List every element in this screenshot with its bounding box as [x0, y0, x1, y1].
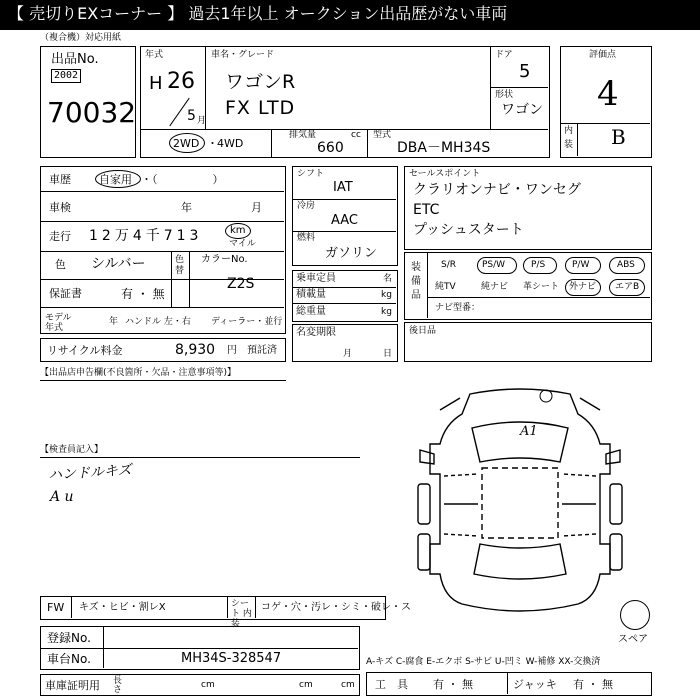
cert-box: [40, 674, 360, 696]
color-change-label: 色替: [175, 255, 185, 276]
drive-2wd: 2WD: [173, 137, 200, 150]
seat-label: シート 内装: [231, 599, 252, 629]
name-change-month: 月: [343, 349, 353, 359]
spare-label: スペア: [618, 634, 648, 645]
color-no-value: Z2S: [227, 276, 255, 292]
eq-psw: PS/W: [482, 260, 506, 270]
drive-separator: ・: [207, 137, 218, 150]
inspection-label: 車検: [49, 201, 71, 214]
ac-value: AAC: [331, 213, 358, 228]
history-label: 車歴: [49, 173, 71, 186]
year-era: H: [149, 73, 163, 94]
recycle-label: リサイクル料金: [47, 344, 123, 357]
cert-unit-3: cm: [341, 680, 355, 690]
eq-leather: 革シート: [523, 282, 560, 292]
fw-options: キズ・ヒビ・割レX: [79, 602, 166, 613]
eq-navi-model: ナビ型番：: [435, 303, 481, 313]
lot-label: 出品No.: [51, 52, 99, 67]
fuel-value: ガソリン: [325, 246, 378, 261]
capacity-label: 乗車定員: [296, 273, 336, 284]
displacement-value: 660: [317, 140, 344, 156]
warranty-value: 有 ・ 無: [121, 287, 165, 301]
name-change-label: 名変期限: [296, 327, 336, 338]
shift-label: シフト: [297, 169, 325, 179]
lot-box: [40, 46, 136, 158]
mileage-unit-sub: マイル: [229, 239, 256, 249]
recycle-status: 預託済: [247, 345, 277, 356]
drive-4wd: 4WD: [217, 137, 244, 150]
cert-label: 車庫証明用: [45, 679, 100, 692]
color-label: 色: [55, 258, 66, 271]
eq-pw: P/W: [572, 260, 590, 270]
interior-label-1: 内: [564, 126, 574, 136]
fw-label: FW: [47, 601, 65, 614]
registration-label: 登録No.: [47, 631, 91, 645]
year-value: 26: [167, 69, 195, 94]
equipment-box: [404, 252, 652, 320]
inspector-note-1: ハンドルキズ: [47, 462, 133, 484]
eq-abs: ABS: [617, 260, 635, 270]
chassis-value: MH34S-328547: [181, 651, 282, 666]
gross-unit: kg: [381, 307, 392, 317]
lot-number: 70032: [47, 96, 137, 129]
legend: A-キズ C-腐食 E-エクボ S-サビ U-凹ミ W-補修 XX-交換済: [366, 657, 601, 667]
model-year-dealer: ディーラー・並行: [211, 317, 283, 327]
selling-point-3: プッシュスタート: [413, 222, 524, 238]
fuel-label: 燃料: [297, 233, 316, 243]
spare-tire-icon: [620, 600, 650, 630]
seller-notes-label: 【出品店申告欄(不良箇所・欠品・注意事項等)】: [40, 368, 237, 378]
cert-long: 長さ: [113, 676, 123, 695]
name-change-box: [292, 324, 398, 362]
eq-airbag: エアB: [615, 282, 640, 292]
model-year-unit: 年: [109, 317, 119, 327]
tools-label: 工 具: [375, 678, 408, 691]
model-name: ワゴンR: [225, 71, 296, 93]
model-year-handle: ハンドル 左・右: [125, 317, 191, 327]
jack-value: 有 ・ 無: [573, 678, 613, 691]
eq-navi: 純ナビ: [481, 282, 509, 292]
history-rest: ・（ ）: [141, 173, 224, 186]
tools-box: [366, 672, 652, 696]
doors-value: 5: [519, 61, 531, 82]
weight-box: [292, 270, 398, 322]
equipment-label: 装備品: [411, 262, 421, 301]
interior-label-2: 装: [564, 140, 574, 150]
capacity-unit: 名: [383, 274, 393, 284]
cert-unit-1: cm: [201, 680, 215, 690]
color-value: シルバー: [91, 256, 146, 272]
banner-text: 【 売切りEXコーナー 】 過去1年以上 オークション出品歴がない車両: [8, 4, 508, 23]
eq-tv: 純TV: [435, 282, 456, 292]
selling-points-label: セールスポイント: [409, 169, 481, 179]
warranty-label: 保証書: [49, 287, 82, 300]
doors-label: ドア: [495, 50, 513, 60]
recycle-value: 8,930: [175, 342, 216, 358]
seat-options: コゲ・穴・汚レ・シミ・破レ・ス: [261, 602, 411, 613]
load-unit: kg: [381, 290, 392, 300]
mileage-label: 走行: [49, 230, 71, 243]
shift-value: IAT: [333, 180, 353, 195]
jack-label: ジャッキ: [513, 678, 557, 691]
shape-value: ワゴン: [501, 102, 543, 118]
banner: [0, 0, 700, 30]
name-change-day: 日: [383, 349, 393, 359]
chassis-label: 車台No.: [47, 652, 91, 666]
defects-box: [40, 596, 411, 629]
lot-old-number: 2002: [51, 69, 81, 83]
mileage-unit: km: [230, 225, 246, 236]
inspector-label: 【検査員記入】: [40, 445, 104, 455]
model-year-label: モデル年式: [45, 313, 72, 333]
cert-unit-2: cm: [299, 680, 313, 690]
car-diagram: [400, 384, 640, 624]
inspection-month-unit: 月: [251, 201, 262, 214]
inspection-year-unit: 年: [181, 201, 192, 214]
selling-point-2: ETC: [413, 202, 440, 218]
registration-box: [40, 626, 360, 670]
score-box: [560, 46, 652, 158]
ac-label: 冷房: [297, 201, 316, 211]
selling-points-box: [404, 166, 652, 250]
year-label: 年式: [145, 50, 164, 60]
year-month-unit: 月: [197, 116, 207, 126]
gross-label: 総重量: [296, 306, 326, 317]
diagram-mark: A1: [520, 424, 538, 439]
model-grade: FX LTD: [225, 97, 296, 119]
aftermarket-box: [404, 322, 652, 362]
specs-box: [292, 166, 398, 266]
score-label: 評価点: [589, 50, 617, 60]
eq-ps: P/S: [531, 260, 546, 270]
recycle-box: [40, 338, 286, 362]
eq-sr: S/R: [441, 260, 456, 270]
vehicle-main-box: [140, 46, 550, 158]
tools-value: 有 ・ 無: [433, 678, 473, 691]
details-box: [40, 166, 286, 334]
color-no-label: カラーNo.: [201, 254, 248, 265]
score-value: 4: [597, 74, 619, 114]
load-label: 積載量: [296, 289, 326, 300]
model-label: 車名・グレード: [211, 50, 275, 60]
recycle-unit: 円: [227, 345, 237, 356]
displacement-unit: cc: [351, 130, 361, 140]
aftermarket-label: 後日品: [409, 326, 437, 336]
year-month: 5: [187, 108, 196, 124]
mileage-value: 12万4千713: [89, 228, 203, 244]
shape-label: 形状: [495, 90, 514, 100]
history-value: 自家用: [99, 173, 132, 186]
displacement-label: 排気量: [289, 130, 317, 140]
inspector-note-2: A u: [50, 489, 74, 505]
eq-ext-navi: 外ナビ: [569, 282, 597, 292]
interior-value: B: [611, 125, 626, 149]
doc-subtitle: （複合機）対応用紙: [40, 33, 122, 43]
selling-point-1: クラリオンナビ・ワンセグ: [413, 182, 581, 198]
type-value: DBA－MH34S: [397, 140, 491, 156]
type-label: 型式: [373, 130, 392, 140]
